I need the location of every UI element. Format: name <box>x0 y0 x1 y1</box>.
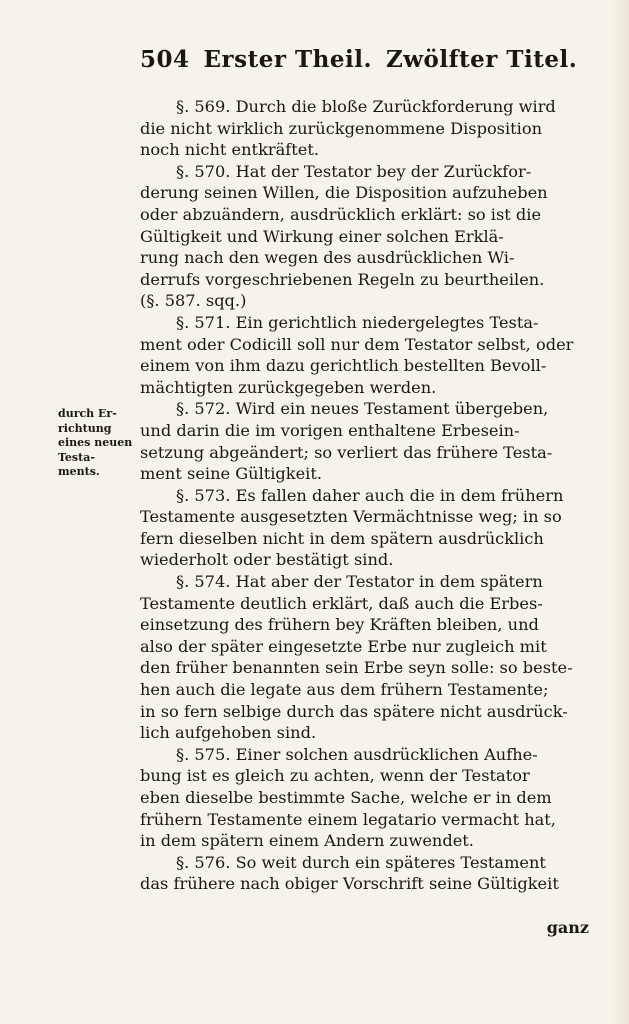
running-header <box>140 46 600 73</box>
text-line: derung seinen Willen, die Disposition aufzuheben <box>140 183 548 203</box>
text-line: fern dieselben nicht in dem spätern ausdrücklich <box>140 528 544 548</box>
text-line: die nicht wirklich zurückgenommene Disposition <box>140 118 543 138</box>
text-line: bung ist es gleich zu achten, wenn der Testator <box>140 766 530 786</box>
text-line: in so fern selbige durch das spätere nicht ausdrück- <box>140 701 568 721</box>
page-number: 504 <box>140 46 190 73</box>
text-line: eben dieselbe bestimmte Sache, welche er in dem <box>140 788 552 807</box>
margin-note-line: ments. <box>58 465 100 478</box>
text-line: frühern Testamente einem legatario vermacht hat, <box>140 809 556 829</box>
body-text <box>140 96 588 895</box>
part-heading: Erster Theil. <box>203 46 372 73</box>
text-line: §. 576. So weit durch ein späteres Testament <box>176 852 546 872</box>
text-line: und darin die im vorigen enthaltene Erbesein- <box>140 420 520 440</box>
margin-note-line: richtung <box>58 421 112 435</box>
text-line: noch nicht entkräftet. <box>140 140 319 160</box>
text-line: also der später eingesetzte Erbe nur zugleich mit <box>140 636 547 656</box>
text-line: einem von ihm dazu gerichtlich bestellten Bevoll- <box>140 356 547 376</box>
text-line: Testamente ausgesetzten Vermächtnisse weg; in so <box>140 507 562 527</box>
text-line: ment oder Codicill soll nur dem Testator selbst, oder <box>140 334 574 354</box>
text-line: §. 572. Wird ein neues Testament übergeben, <box>176 399 549 419</box>
text-line: das frühere nach obiger Vorschrift seine Gültigkeit <box>140 874 559 894</box>
text-line: §. 569. Durch die bloße Zurückforderung wird <box>176 97 556 116</box>
text-line: (§. 587. sqq.) <box>140 291 247 311</box>
text-line: lich aufgehoben sind. <box>140 723 317 743</box>
text-line: Testamente deutlich erklärt, daß auch die Erbes- <box>140 593 543 613</box>
margin-note-line: durch Er- <box>58 407 117 420</box>
text-line: §. 573. Es fallen daher auch die in dem frühern <box>176 485 564 505</box>
text-line: §. 574. Hat aber der Testator in dem spätern <box>176 572 543 592</box>
text-line: in dem spätern einem Andern zuwendet. <box>140 831 474 851</box>
text-line: §. 571. Ein gerichtlich niedergelegtes Testa- <box>176 312 539 332</box>
text-line: oder abzuändern, ausdrücklich erklärt: so ist die <box>140 204 542 224</box>
catchword: ganz <box>546 918 589 937</box>
text-line: §. 575. Einer solchen ausdrücklichen Aufhe- <box>176 744 538 764</box>
margin-note <box>58 407 142 480</box>
margin-note-line: Testa- <box>58 450 95 464</box>
text-line: einsetzung des frühern bey Kräften bleiben, und <box>140 615 539 635</box>
title-heading: Zwölfter Titel. <box>385 46 578 73</box>
text-line: derrufs vorgeschriebenen Regeln zu beurtheilen. <box>140 269 545 289</box>
text-line: wiederholt oder bestätigt sind. <box>140 550 394 570</box>
text-line: den früher benannten sein Erbe seyn solle: so beste- <box>140 658 573 678</box>
text-line: hen auch die legate aus dem frühern Testamente; <box>140 680 549 700</box>
margin-note-line: eines neuen <box>58 436 133 449</box>
page-edge <box>612 0 629 1024</box>
text-line: Gültigkeit und Wirkung einer solchen Erklä- <box>140 226 504 246</box>
text-line: rung nach den wegen des ausdrücklichen Wi- <box>140 248 515 268</box>
text-line: §. 570. Hat der Testator bey der Zurückfor- <box>176 161 532 181</box>
text-line: ment seine Gültigkeit. <box>140 464 323 484</box>
text-line: mächtigten zurückgegeben werden. <box>140 377 437 397</box>
text-line: setzung abgeändert; so verliert das frühere Testa- <box>140 442 553 462</box>
